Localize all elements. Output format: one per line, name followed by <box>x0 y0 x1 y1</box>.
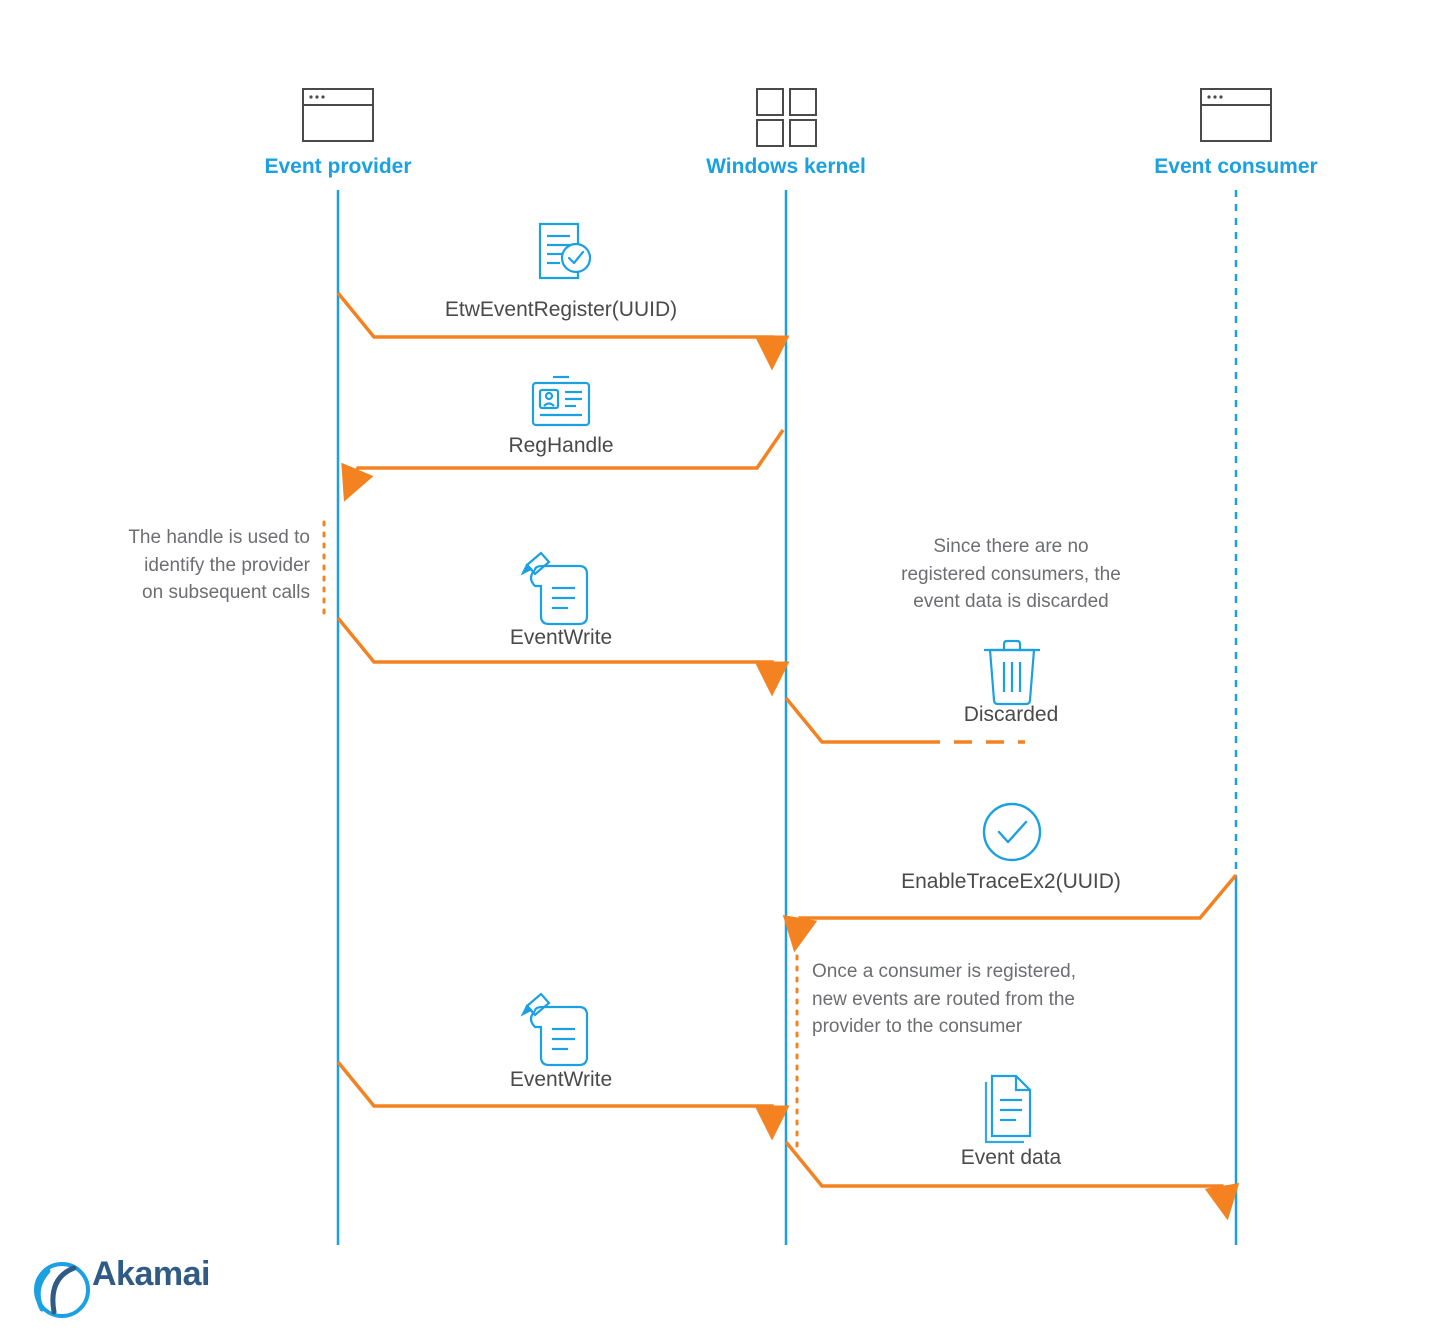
note-discard-reason-line-2: registered consumers, the <box>901 563 1121 585</box>
windows-logo-icon-kernel <box>757 89 816 146</box>
note-handle-usage-line-1: The handle is used to <box>128 527 310 548</box>
check-circle-icon <box>984 804 1040 860</box>
message-label-event-data: Event data <box>960 1146 1062 1169</box>
id-badge-icon <box>533 377 589 425</box>
lane-title-kernel: Windows kernel <box>706 155 866 178</box>
message-label-etweventregister: EtwEventRegister(UUID) <box>444 298 678 321</box>
documents-icon <box>986 1076 1030 1142</box>
message-label-eventwrite-1: EventWrite <box>509 626 613 649</box>
note-discard-reason-line-3: event data is discarded <box>913 591 1109 613</box>
message-label-discarded: Discarded <box>963 703 1059 726</box>
note-handle-usage-line-3: on subsequent calls <box>142 582 310 604</box>
note-routing-line-1: Once a consumer is registered, <box>812 961 1077 982</box>
window-icon-consumer <box>1201 89 1271 141</box>
note-discard-reason <box>846 533 1176 616</box>
note-discard-reason-line-1: Since there are no <box>933 536 1089 557</box>
window-icon-provider <box>303 89 373 141</box>
message-label-reghandle: RegHandle <box>508 434 614 457</box>
note-routing-line-3: provider to the consumer <box>812 1016 1023 1038</box>
scroll-pen-icon-1 <box>523 553 587 624</box>
akamai-wordmark: Akamai <box>92 1255 210 1293</box>
note-routing-line-2: new events are routed from the <box>812 988 1075 1010</box>
lane-title-provider: Event provider <box>264 155 412 178</box>
note-routing <box>812 958 1172 1041</box>
note-handle-usage-line-2: identify the provider <box>144 554 310 576</box>
message-label-eventwrite-2: EventWrite <box>509 1068 613 1091</box>
lane-title-consumer: Event consumer <box>1154 155 1318 178</box>
akamai-logo <box>36 1255 210 1294</box>
trash-icon <box>984 641 1040 704</box>
document-check-icon <box>540 224 590 278</box>
scroll-pen-icon-2 <box>523 994 587 1065</box>
message-label-enabletraceex2: EnableTraceEx2(UUID) <box>901 870 1121 893</box>
note-handle-usage <box>60 524 310 607</box>
